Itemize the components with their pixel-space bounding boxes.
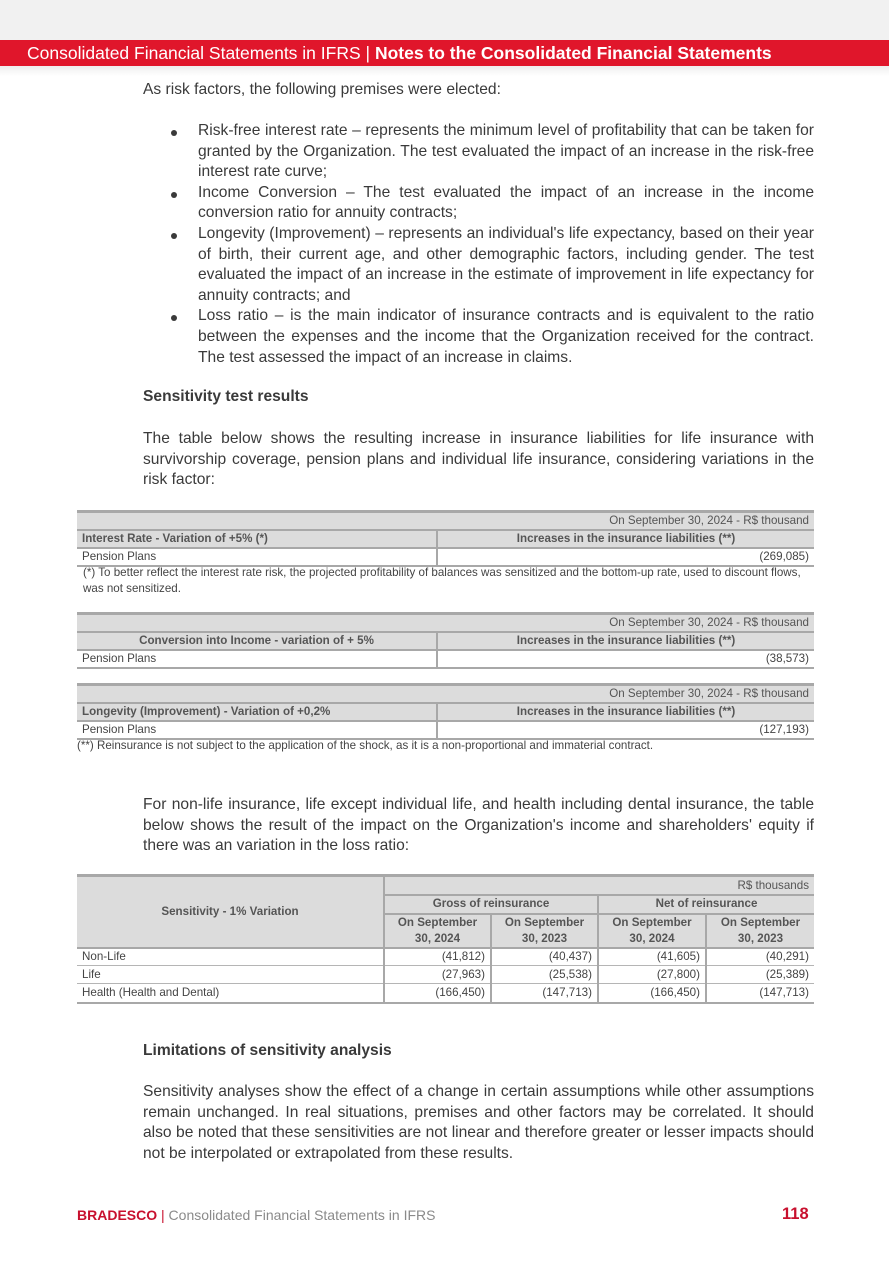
bullet-icon (171, 130, 177, 136)
banner-shadow (0, 66, 889, 76)
table-header: Interest Rate - Variation of +5% (*) (77, 530, 437, 548)
table-header: Conversion into Income - variation of + 5% (77, 632, 437, 650)
table-header: On September 30, 2023 (706, 914, 814, 948)
conversion-table (77, 612, 814, 669)
bullet-icon (171, 192, 177, 198)
footer-brand: BRADESCO (77, 1207, 158, 1223)
header-separator: | (365, 43, 371, 63)
table-unit: R$ thousands (384, 876, 814, 895)
list-item: Risk-free interest rate – represents the minimum level of profitability that can be taken for granted by the Organization. The test evaluated the impact of an increase in the risk-free interest rate curve; (143, 121, 814, 183)
table-group-header: Gross of reinsurance (384, 895, 598, 914)
interest-rate-table (77, 510, 814, 567)
sensitivity-paragraph: The table below shows the resulting increase in insurance liabilities for life insurance with survivorship coverage, pension plans and individual life insurance, considering variations in the risk factor: (143, 430, 814, 489)
table-group-header: Net of reinsurance (598, 895, 814, 914)
footer-separator: | (161, 1207, 165, 1223)
interest-rate-note: (*) To better reflect the interest rate risk, the projected profitability of balances was sensitized and the bottom-up rate, used to discount flows, was not sensitized. (83, 566, 801, 595)
table-row-header: Sensitivity - 1% Variation (77, 876, 384, 948)
table-header: On September 30, 2024 (598, 914, 706, 948)
table-unit: On September 30, 2024 - R$ thousand (77, 685, 814, 704)
table-row: Pension Plans (38,573) (77, 650, 814, 668)
footer (77, 1207, 435, 1223)
table-row: Pension Plans (269,085) (77, 548, 814, 566)
reinsurance-note: (**) Reinsurance is not subject to the application of the shock, as it is a non-proportional and immaterial contract. (77, 739, 654, 752)
loss-ratio-table (77, 874, 814, 1004)
table-unit: On September 30, 2024 - R$ thousand (77, 512, 814, 531)
table-row: Health (Health and Dental) (166,450) (147,713) (166,450) (147,713) (77, 984, 814, 1003)
intro-paragraph: As risk factors, the following premises were elected: (143, 81, 501, 98)
header-banner (0, 40, 889, 66)
longevity-table (77, 683, 814, 740)
list-item: Loss ratio – is the main indicator of insurance contracts and is equivalent to the ratio between the expenses and the income that the Organization received for the contract. The test assessed the impact of an increase in claims. (143, 306, 814, 368)
table-header: On September 30, 2023 (491, 914, 598, 948)
table-row: Pension Plans (127,193) (77, 721, 814, 739)
sensitivity-heading: Sensitivity test results (143, 388, 309, 405)
table-row: Life (27,963) (25,538) (27,800) (25,389) (77, 966, 814, 984)
list-item: Income Conversion – The test evaluated the impact of an increase in the income conversion ratio for annuity contracts; (143, 183, 814, 224)
page-number: 118 (782, 1205, 809, 1223)
table-header: Increases in the insurance liabilities (**) (437, 703, 814, 721)
bullet-icon (171, 233, 177, 239)
table-row: Non-Life (41,812) (40,437) (41,605) (40,291) (77, 948, 814, 966)
header-right: Notes to the Consolidated Financial Statements (374, 43, 772, 63)
top-margin (0, 0, 889, 40)
table-header: Longevity (Improvement) - Variation of +0,2% (77, 703, 437, 721)
limitations-heading: Limitations of sensitivity analysis (143, 1042, 392, 1059)
list-item: Longevity (Improvement) – represents an individual's life expectancy, based on their year of birth, their current age, and other demographic factors, including gender. The test evaluated the impact of an increase in the estimate of improvement in life expectancy for annuity contracts; and (143, 224, 814, 306)
nonlife-paragraph: For non-life insurance, life except individual life, and health including dental insurance, the table below shows the result of the impact on the Organization's income and shareholders' equity if there was an variation in the loss ratio: (143, 796, 814, 855)
table-header: On September 30, 2024 (384, 914, 491, 948)
risk-factor-list (143, 121, 814, 368)
table-header: Increases in the insurance liabilities (**) (437, 530, 814, 548)
table-unit: On September 30, 2024 - R$ thousand (77, 614, 814, 633)
limitations-paragraph: Sensitivity analyses show the effect of a change in certain assumptions while other assumptions remain unchanged. In real situations, premises and other factors may be correlated. It should also be noted that these sensitivities are not linear and therefore greater or lesser impacts should not be interpolated or extrapolated from these results. (143, 1083, 814, 1162)
table-header: Increases in the insurance liabilities (**) (437, 632, 814, 650)
footer-text: Consolidated Financial Statements in IFRS (168, 1207, 436, 1223)
bullet-icon (171, 315, 177, 321)
header-left: Consolidated Financial Statements in IFRS (27, 43, 361, 63)
